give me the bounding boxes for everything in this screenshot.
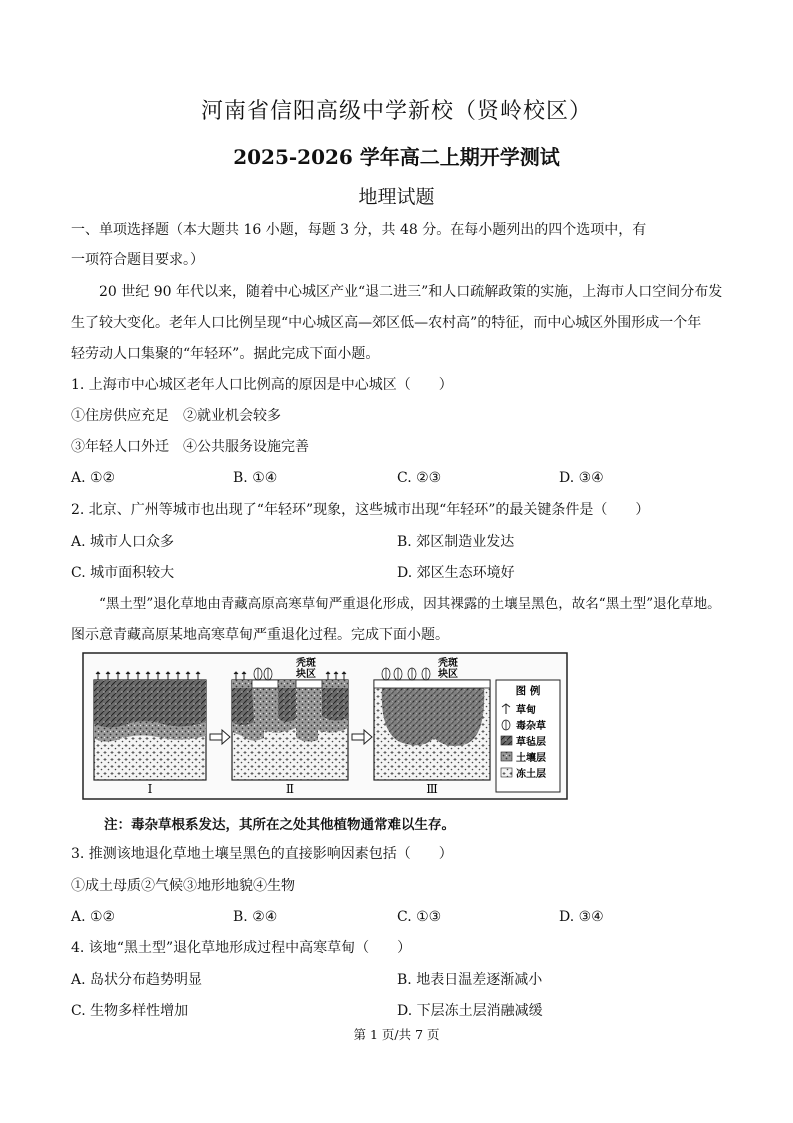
q3-choice-a[interactable]: A. ①② (71, 909, 116, 925)
q2-choice-b[interactable]: B. 郊区制造业发达 (397, 534, 515, 550)
grassland-degradation-figure (82, 652, 568, 800)
panel-2-bare-label-1: 秃斑 (296, 658, 316, 669)
exam-title: 2025-2026 学年高二上期开学测试 (233, 145, 560, 169)
q2-choice-c[interactable]: C. 城市面积较大 (71, 565, 175, 581)
passage2-line1: “黑土型”退化草地由青藏高原高寒草甸严重退化形成，因其裸露的土壤呈黑色，故名“黑土型”退化草地。 (99, 596, 721, 612)
legend-item-felt: 草毡层 (516, 737, 546, 748)
q3-choice-c[interactable]: C. ①③ (397, 909, 442, 925)
q3-stem: 3. 推测该地退化草地土壤呈黑色的直接影响因素包括（ ） (71, 846, 453, 862)
soil-layer-swatch (501, 752, 512, 761)
figure-svg (82, 652, 568, 800)
figure-note: 注：毒杂草根系发达，其所在之处其他植物通常难以生存。 (104, 817, 455, 833)
q2-stem: 2. 北京、广州等城市也出现了“年轻环”现象，这些城市出现“年轻环”的最关键条件是（ ） (71, 502, 650, 518)
panel-1-label: Ⅰ (147, 782, 153, 796)
legend (496, 680, 560, 792)
q4-choice-a[interactable]: A. 岛状分布趋势明显 (71, 972, 203, 988)
section-heading-line1: 一、单项选择题（本大题共 16 小题，每题 3 分，共 48 分。在每小题列出的四个选项中，有 (71, 222, 647, 238)
passage1-line3: 轻劳动人口集聚的“年轻环”。据此完成下面小题。 (71, 346, 380, 362)
panel-3-label: Ⅲ (426, 782, 438, 796)
legend-item-soil: 土壤层 (516, 753, 546, 764)
panel-1 (94, 672, 206, 796)
q1-stem: 1. 上海市中心城区老年人口比例高的原因是中心城区（ ） (71, 377, 453, 393)
q4-choice-c[interactable]: C. 生物多样性增加 (71, 1003, 189, 1019)
q2-choice-d[interactable]: D. 郊区生态环境好 (397, 565, 515, 581)
subject-title: 地理试题 (358, 186, 435, 208)
passage1-line1: 20 世纪 90 年代以来，随着中心城区产业“退二进三”和人口疏解政策的实施，上海市人口空间分布发 (99, 284, 723, 300)
panel-3-bare-label-2: 块区 (438, 669, 458, 680)
passage1-line2: 生了较大变化。老年人口比例呈现“中心城区高—郊区低—农村高”的特征，而中心城区外围形成一个年 (71, 315, 702, 331)
passage2-line2: 图示意青藏高原某地高寒草甸严重退化过程。完成下面小题。 (71, 627, 449, 643)
felt-layer-swatch (501, 736, 512, 745)
panel-3-bare-label-1: 秃斑 (438, 658, 458, 669)
q3-options-line: ①成土母质②气候③地形地貌④生物 (71, 878, 295, 894)
q4-choice-d[interactable]: D. 下层冻土层消融减缓 (397, 1003, 543, 1019)
frozen-layer-swatch (501, 768, 512, 777)
q3-choice-d[interactable]: D. ③④ (559, 909, 604, 925)
q4-stem: 4. 该地“黑土型”退化草地形成过程中高寒草甸（ ） (71, 940, 412, 956)
legend-title: 图 例 (515, 685, 541, 697)
q1-options-line2: ③年轻人口外迁 ④公共服务设施完善 (71, 439, 309, 455)
q1-options-line1: ①住房供应充足 ②就业机会较多 (71, 408, 281, 424)
section-heading-line2: 一项符合题目要求。） (71, 252, 204, 268)
school-title: 河南省信阳高级中学新校（贤岭校区） (200, 99, 592, 124)
q1-choice-a[interactable]: A. ①② (71, 470, 116, 486)
q1-choice-b[interactable]: B. ①④ (233, 470, 278, 486)
legend-item-weed: 毒杂草 (516, 721, 546, 732)
page-number: 第 1 页/共 7 页 (353, 1027, 440, 1042)
q2-choice-a[interactable]: A. 城市人口众多 (71, 534, 175, 550)
weed-icon (502, 720, 510, 730)
legend-item-meadow: 草甸 (516, 705, 536, 716)
q4-choice-b[interactable]: B. 地表日温差逐渐减小 (397, 972, 543, 988)
panel-2-label: Ⅱ (285, 782, 295, 796)
q1-choice-c[interactable]: C. ②③ (397, 470, 442, 486)
q3-choice-b[interactable]: B. ②④ (233, 909, 278, 925)
legend-item-frozen: 冻土层 (516, 769, 546, 780)
panel-2-bare-label-2: 块区 (296, 669, 316, 680)
q1-choice-d[interactable]: D. ③④ (559, 470, 604, 486)
